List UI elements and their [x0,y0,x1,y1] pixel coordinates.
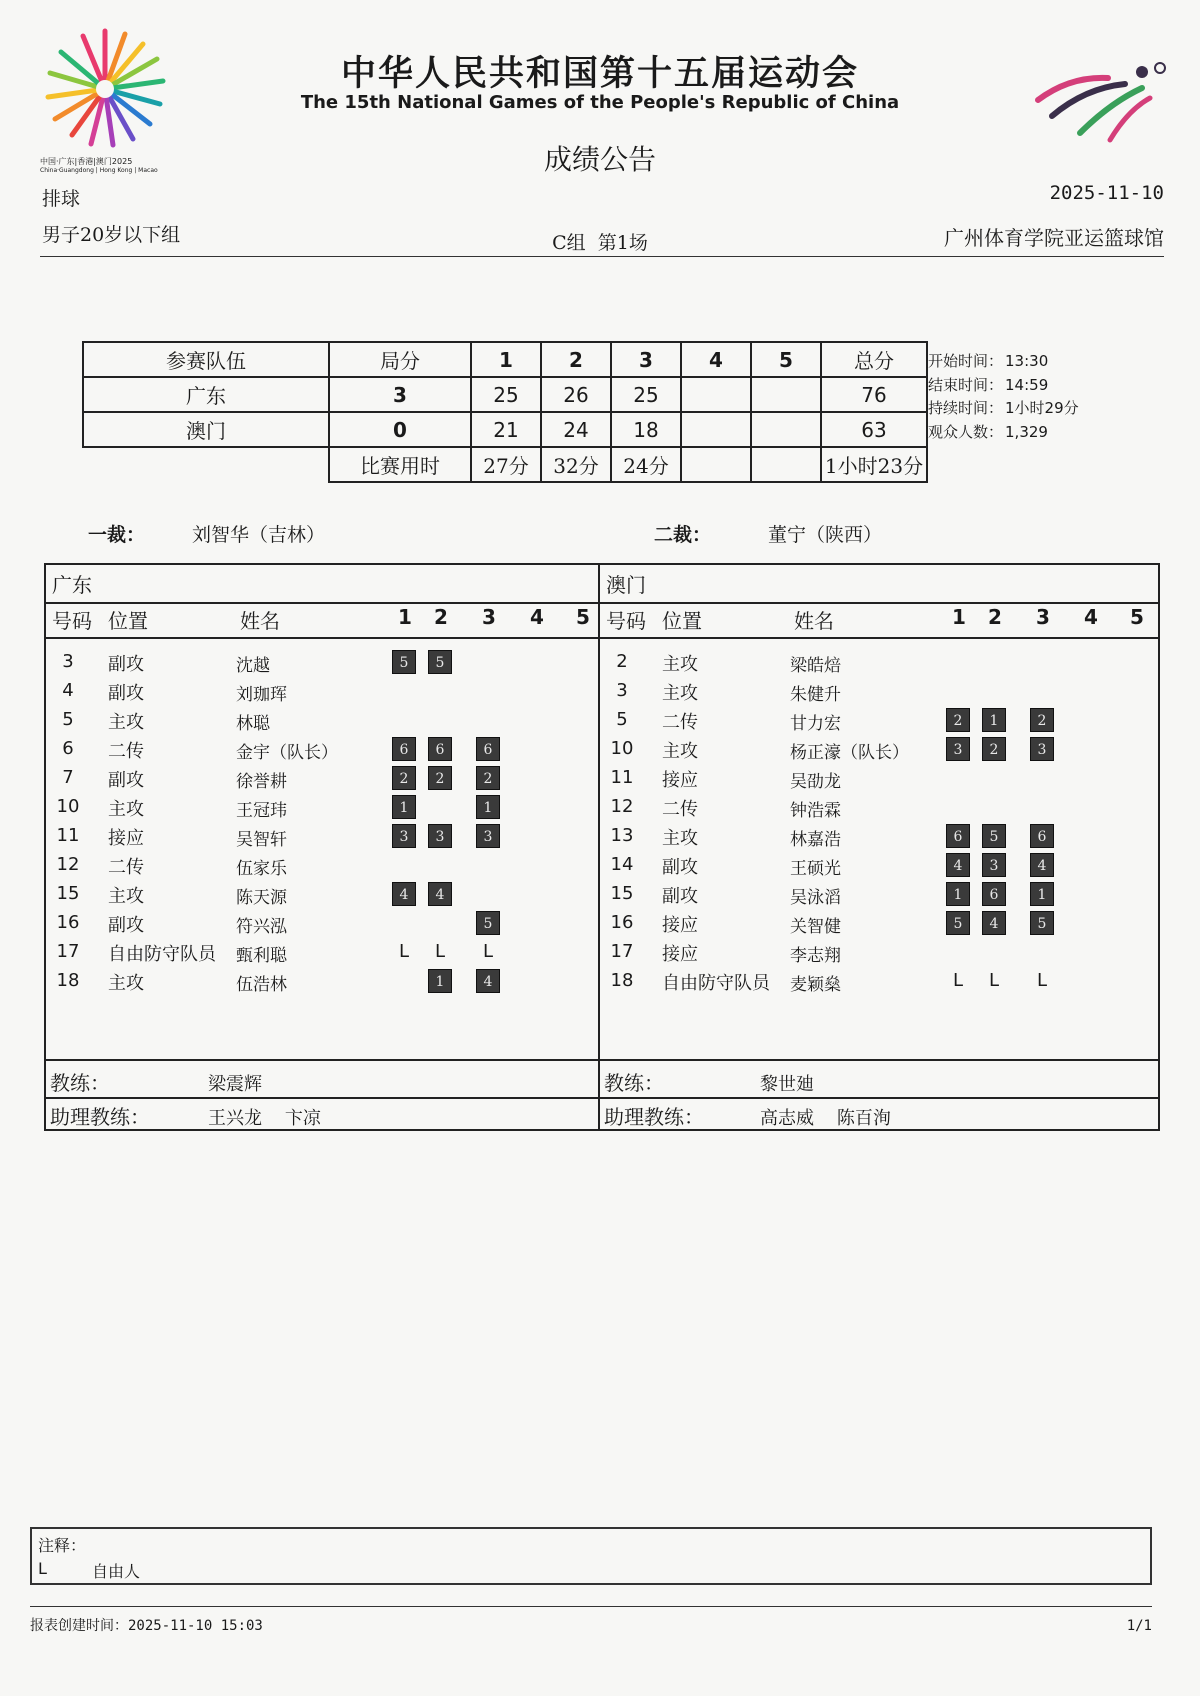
player-name: 王冠玮 [236,801,287,821]
player-row [46,850,598,879]
logo-subcaption: China·Guangdong | Hong Kong | Macao [40,167,158,174]
starting-position-box: 6 [982,882,1006,906]
set-duration: 24分 [611,447,681,482]
assistant-coach-names: 王兴龙 卞凉 [208,1108,321,1129]
player-name: 杨正濠（队长） [790,743,909,763]
col-head-set-1: 1 [952,605,966,629]
info-value: 14:59 [1005,375,1049,394]
flower-logo-icon [40,24,170,154]
logo-caption: 中国·广东|香港|澳门2025 [40,157,133,166]
player-number: 10 [56,796,80,817]
player-position: 主攻 [108,712,144,733]
team-name: 广东 [52,573,92,597]
player-row [600,908,1152,937]
starting-position-box: 2 [476,766,500,790]
player-row [46,821,598,850]
second-referee: 董宁（陕西） [768,524,883,546]
player-number: 18 [610,970,634,991]
header-sets-won: 局分 [329,342,471,377]
assistant-coach-label: 助理教练： [50,1105,150,1129]
player-position: 接应 [662,915,698,936]
team-name: 澳门 [606,573,646,597]
player-row [600,966,1152,995]
col-head-number: 号码 [52,609,92,633]
player-number: 11 [610,767,634,788]
player-position: 自由防守队员 [108,944,216,965]
col-head-set-2: 2 [988,605,1002,629]
player-name: 伍浩林 [236,975,287,995]
second-referee-label: 二裁： [654,524,712,546]
col-head-set-5: 5 [1130,605,1144,629]
libero-mark: L [988,970,1000,991]
player-position: 主攻 [108,799,144,820]
match-label: C组 第1场 [552,232,648,254]
player-row [46,966,598,995]
starting-position-box: 2 [428,766,452,790]
player-name: 朱健升 [790,685,841,705]
doc-title: 成绩公告 [543,143,656,176]
player-row [600,705,1152,734]
player-row [46,705,598,734]
libero-mark: L [482,941,494,962]
player-number: 5 [616,709,628,730]
starting-position-box: 5 [392,650,416,674]
sets-won: 3 [329,377,471,412]
venue: 广州体育学院亚运篮球馆 [944,226,1164,250]
player-number: 17 [610,941,634,962]
header-set-4: 4 [681,342,751,377]
starting-position-box: 1 [428,969,452,993]
header-set-1: 1 [471,342,541,377]
col-head-set-3: 3 [1036,605,1050,629]
player-number: 13 [610,825,634,846]
starting-position-box: 6 [392,737,416,761]
starting-position-box: 5 [946,911,970,935]
col-head-set-4: 4 [1084,605,1098,629]
national-games-logo [40,24,180,174]
starting-position-box: 1 [1030,882,1054,906]
player-name: 徐誉耕 [236,772,287,792]
info-spectators [928,421,1081,445]
player-position: 副攻 [108,683,144,704]
player-name: 吴劭龙 [790,772,841,792]
player-name: 沈越 [236,656,270,676]
player-position: 副攻 [662,857,698,878]
starting-position-box: 6 [428,737,452,761]
player-number: 6 [62,738,74,759]
player-name: 王硕光 [790,859,841,879]
player-row [46,647,598,676]
starting-position-box: 3 [392,824,416,848]
empty-cell [83,447,329,482]
player-number: 18 [56,970,80,991]
info-value: 1小时29分 [1005,399,1079,417]
player-name: 甄利聪 [236,946,287,966]
player-row [46,908,598,937]
set-duration: 27分 [471,447,541,482]
player-name: 符兴泓 [236,917,287,937]
player-name: 金宇（队长） [236,743,338,763]
col-head-position: 位置 [662,609,702,633]
player-name: 吴泳滔 [790,888,841,908]
set-duration: 32分 [541,447,611,482]
info-label: 结束时间： [928,375,1004,394]
starting-position-box: 4 [982,911,1006,935]
set-score [751,377,821,412]
player-position: 副攻 [108,654,144,675]
player-row [600,879,1152,908]
set-score: 18 [611,412,681,447]
roster-panel [44,563,1160,1131]
assistant-coach-names: 高志威 陈百洵 [760,1108,891,1129]
player-name: 麦颖燊 [790,975,841,995]
volleyball-pictogram [1030,58,1170,148]
assistant-coach-label: 助理教练： [604,1105,704,1129]
player-position: 主攻 [662,654,698,675]
volleyball-player-icon [1030,58,1170,148]
player-name: 伍家乐 [236,859,287,879]
col-head-position: 位置 [108,609,148,633]
player-row [46,763,598,792]
starting-position-box: 4 [1030,853,1054,877]
player-position: 二传 [662,799,698,820]
player-row [46,937,598,966]
info-value: 13:30 [1005,352,1049,370]
player-name: 吴智轩 [236,830,287,850]
player-number: 3 [62,651,74,672]
info-label: 持续时间： [928,399,1004,417]
notes-box [30,1527,1152,1585]
score-row-team-1 [83,377,927,412]
player-position: 二传 [108,857,144,878]
player-position: 主攻 [108,973,144,994]
player-position: 自由防守队员 [662,973,770,994]
duration-row [83,447,927,482]
header-team: 参赛队伍 [83,342,329,377]
col-head-name: 姓名 [794,609,834,633]
notes-title: 注释： [38,1536,87,1555]
col-head-number: 号码 [606,609,646,633]
total-score: 63 [821,412,927,447]
player-position: 接应 [662,944,698,965]
player-number: 16 [610,912,634,933]
player-name: 梁皓焙 [790,656,841,676]
info-duration [928,397,1081,421]
starting-position-box: 1 [982,708,1006,732]
player-number: 4 [62,680,74,701]
libero-mark: L [398,941,410,962]
info-label: 观众人数： [928,422,1004,441]
player-row [600,850,1152,879]
team-name: 广东 [83,377,329,412]
player-position: 接应 [662,770,698,791]
player-row [600,821,1152,850]
set-score [681,412,751,447]
libero-mark: L [434,941,446,962]
player-name: 钟浩霖 [790,801,841,821]
player-position: 主攻 [662,828,698,849]
total-score: 76 [821,377,927,412]
notes-meaning: 自由人 [92,1562,141,1581]
player-number: 12 [56,854,80,875]
starting-position-box: 3 [946,737,970,761]
player-row [600,937,1152,966]
player-name: 李志翔 [790,946,841,966]
team-panel-home [46,565,598,1129]
player-number: 11 [56,825,80,846]
set-score: 25 [471,377,541,412]
score-table [82,341,928,483]
header-set-5: 5 [751,342,821,377]
starting-position-box: 6 [1030,824,1054,848]
player-number: 5 [62,709,74,730]
col-head-set-5: 5 [576,605,590,629]
header-set-2: 2 [541,342,611,377]
col-head-set-2: 2 [434,605,448,629]
starting-position-box: 2 [946,708,970,732]
starting-position-box: 3 [1030,737,1054,761]
score-row-team-2 [83,412,927,447]
set-duration [751,447,821,482]
player-position: 副攻 [662,886,698,907]
first-referee-label: 一裁： [88,524,146,546]
duration-label: 比赛用时 [329,447,471,482]
starting-position-box: 2 [392,766,416,790]
starting-position-box: 5 [428,650,452,674]
set-score: 26 [541,377,611,412]
libero-mark: L [952,970,964,991]
set-duration [681,447,751,482]
player-name: 刘珈珲 [236,685,287,705]
set-score: 21 [471,412,541,447]
starting-position-box: 3 [982,853,1006,877]
player-number: 15 [610,883,634,904]
player-number: 2 [616,651,628,672]
sets-won: 0 [329,412,471,447]
info-label: 开始时间： [928,352,1004,370]
player-row [600,792,1152,821]
team-panel-away [600,565,1160,1129]
player-name: 甘力宏 [790,714,841,734]
col-head-set-4: 4 [530,605,544,629]
col-head-set-3: 3 [482,605,496,629]
col-head-set-1: 1 [398,605,412,629]
player-name: 关智健 [790,917,841,937]
page-number: 1/1 [1126,1618,1152,1634]
info-start [928,350,1081,374]
starting-position-box: 1 [476,795,500,819]
starting-position-box: 4 [476,969,500,993]
player-position: 主攻 [662,741,698,762]
notes-key: L [38,1559,47,1578]
header-set-3: 3 [611,342,681,377]
set-score: 25 [611,377,681,412]
player-number: 7 [62,767,74,788]
player-row [600,734,1152,763]
header-total: 总分 [821,342,927,377]
coach-label: 教练： [50,1071,110,1095]
player-row [600,763,1152,792]
player-position: 主攻 [662,683,698,704]
starting-position-box: 6 [946,824,970,848]
player-position: 副攻 [108,915,144,936]
title-en: The 15th National Games of the People's Republic of China [300,92,900,113]
player-name: 林嘉浩 [790,830,841,850]
first-referee: 刘智华（吉林） [192,524,326,546]
set-score [751,412,821,447]
starting-position-box: 3 [476,824,500,848]
player-name: 陈天源 [236,888,287,908]
player-row [46,879,598,908]
player-number: 16 [56,912,80,933]
team-name: 澳门 [83,412,329,447]
player-position: 接应 [108,828,144,849]
total-duration: 1小时23分 [821,447,927,482]
player-row [46,676,598,705]
player-number: 14 [610,854,634,875]
score-header-row [83,342,927,377]
player-number: 15 [56,883,80,904]
starting-position-box: 1 [392,795,416,819]
player-position: 二传 [108,741,144,762]
player-position: 副攻 [108,770,144,791]
age-group: 男子20岁以下组 [42,224,181,246]
player-number: 10 [610,738,634,759]
player-position: 二传 [662,712,698,733]
starting-position-box: 5 [982,824,1006,848]
starting-position-box: 4 [392,882,416,906]
coach-name: 梁震辉 [208,1074,262,1095]
col-head-name: 姓名 [240,609,280,633]
info-end [928,374,1081,398]
starting-position-box: 4 [946,853,970,877]
player-number: 3 [616,680,628,701]
starting-position-box: 6 [476,737,500,761]
player-position: 主攻 [108,886,144,907]
footer-divider [30,1606,1152,1607]
starting-position-box: 4 [428,882,452,906]
player-number: 17 [56,941,80,962]
header-divider [40,256,1164,257]
starting-position-box: 1 [946,882,970,906]
starting-position-box: 5 [476,911,500,935]
starting-position-box: 2 [1030,708,1054,732]
libero-mark: L [1036,970,1048,991]
starting-position-box: 2 [982,737,1006,761]
created-time: 报表创建时间：2025-11-10 15:03 [30,1618,263,1634]
info-value: 1,329 [1005,422,1048,441]
coach-label: 教练： [604,1071,664,1095]
player-row [600,647,1152,676]
player-name: 林聪 [236,714,270,734]
date: 2025-11-10 [1049,182,1164,204]
title-cn: 中华人民共和国第十五届运动会 [340,53,859,94]
starting-position-box: 3 [428,824,452,848]
player-number: 12 [610,796,634,817]
set-score: 24 [541,412,611,447]
starting-position-box: 5 [1030,911,1054,935]
player-row [46,734,598,763]
set-score [681,377,751,412]
sport: 排球 [42,188,81,210]
match-info [928,350,1081,444]
player-row [600,676,1152,705]
coach-name: 黎世廸 [760,1074,814,1095]
player-row [46,792,598,821]
